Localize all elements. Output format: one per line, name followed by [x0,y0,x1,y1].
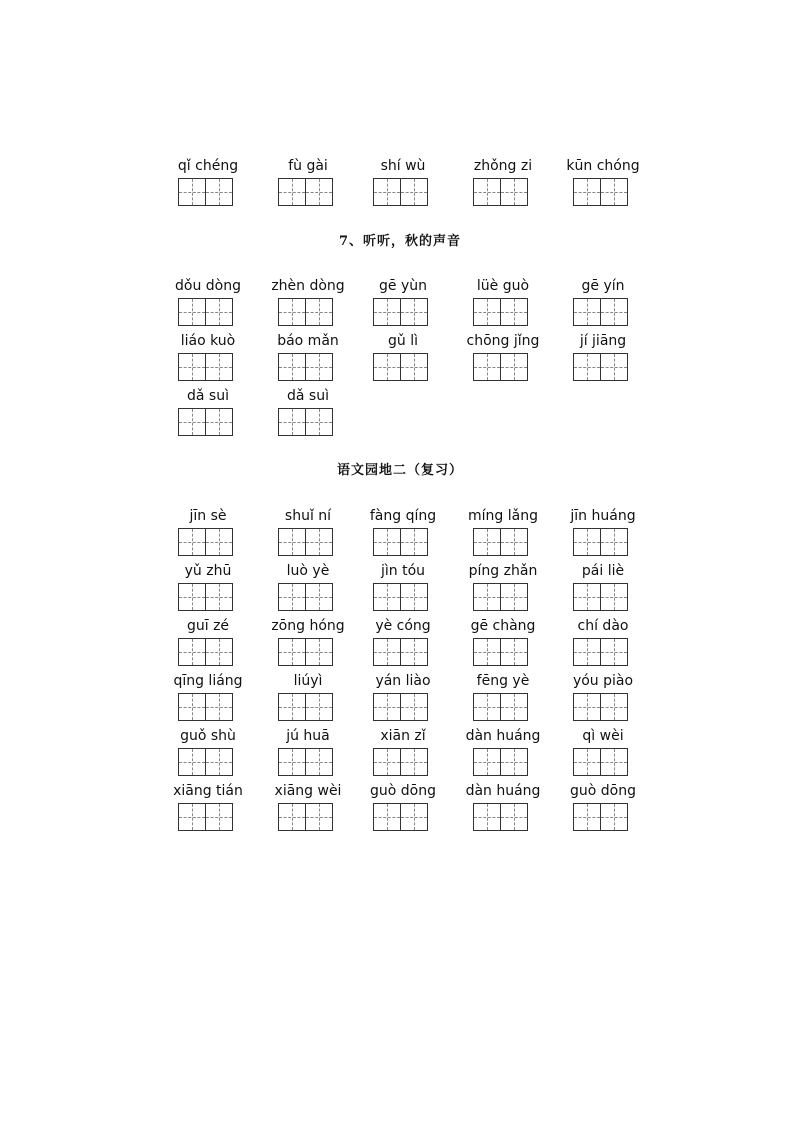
pinyin-item [268,506,348,556]
pinyin-item [268,276,348,326]
tianzige-box [305,528,333,556]
pinyin-item [563,506,643,556]
pinyin-label: yè cóng [375,618,431,634]
writing-boxes [373,638,443,666]
pinyin-item [563,671,643,721]
tianzige-box [573,803,601,831]
pinyin-label: jú huā [286,728,330,744]
pinyin-label: qǐ chéng [177,158,239,174]
writing-boxes [278,803,348,831]
pinyin-label: báo mǎn [277,333,339,349]
pinyin-item [168,386,248,436]
pinyin-label: dàn huáng [465,728,541,744]
pinyin-label: guò dōng [570,783,636,799]
pinyin-item [168,506,248,556]
pinyin-label: dǎ suì [187,388,229,404]
tianzige-box [278,693,306,721]
writing-boxes [278,528,348,556]
writing-boxes [373,803,443,831]
tianzige-box [305,408,333,436]
tianzige-box [473,638,501,666]
pinyin-label: yán liào [375,673,431,689]
tianzige-box [178,298,206,326]
tianzige-box [573,583,601,611]
writing-boxes [573,298,643,326]
pinyin-item [268,671,348,721]
writing-boxes [178,748,248,776]
pinyin-label: dàn huáng [465,783,541,799]
pinyin-item [363,671,443,721]
writing-boxes [473,528,543,556]
tianzige-box [400,748,428,776]
tianzige-box [573,528,601,556]
tianzige-box [400,298,428,326]
pinyin-label: fàng qíng [369,508,437,524]
pinyin-label: jí jiāng [579,333,627,349]
pinyin-label: xiān zǐ [380,728,426,744]
writing-boxes [373,298,443,326]
writing-boxes [473,693,543,721]
pinyin-row [168,156,648,211]
pinyin-item [168,616,248,666]
tianzige-box [373,528,401,556]
writing-boxes [473,353,543,381]
pinyin-item [563,156,643,206]
pinyin-row [168,726,648,781]
writing-boxes [178,408,248,436]
section-review [168,506,648,836]
tianzige-box [278,803,306,831]
tianzige-box [500,178,528,206]
pinyin-row [168,561,648,616]
pinyin-item [168,276,248,326]
pinyin-item [168,331,248,381]
writing-boxes [573,638,643,666]
tianzige-box [500,353,528,381]
pinyin-label: gē yín [581,278,625,294]
pinyin-label: jīn sè [189,508,227,524]
tianzige-box [305,298,333,326]
writing-boxes [473,803,543,831]
pinyin-row [168,616,648,671]
writing-boxes [473,638,543,666]
pinyin-item [268,726,348,776]
tianzige-box [305,353,333,381]
tianzige-box [600,528,628,556]
tianzige-box [600,693,628,721]
tianzige-box [178,803,206,831]
pinyin-label: zhǒng zi [473,158,533,174]
writing-boxes [373,748,443,776]
tianzige-box [278,528,306,556]
tianzige-box [178,353,206,381]
tianzige-box [278,638,306,666]
pinyin-item [463,781,543,831]
tianzige-box [278,583,306,611]
tianzige-box [500,638,528,666]
tianzige-box [573,748,601,776]
tianzige-box [573,298,601,326]
pinyin-row [168,781,648,836]
review-heading: 语文园地二（复习） [336,463,463,478]
tianzige-box [373,178,401,206]
pinyin-item [563,276,643,326]
pinyin-item [363,561,443,611]
tianzige-box [400,803,428,831]
pinyin-item [363,156,443,206]
pinyin-label: xiāng tián [173,783,243,799]
writing-boxes [573,178,643,206]
writing-boxes [278,693,348,721]
writing-boxes [573,803,643,831]
writing-boxes [178,638,248,666]
pinyin-item [168,671,248,721]
pinyin-row [168,671,648,726]
pinyin-row [168,276,648,331]
tianzige-box [500,693,528,721]
writing-boxes [278,748,348,776]
writing-boxes [178,298,248,326]
tianzige-box [305,803,333,831]
writing-boxes [473,178,543,206]
tianzige-box [373,693,401,721]
tianzige-box [473,583,501,611]
tianzige-box [473,353,501,381]
pinyin-item [363,506,443,556]
tianzige-box [205,803,233,831]
tianzige-box [205,583,233,611]
pinyin-label: yóu piào [572,673,634,689]
pinyin-label: liáo kuò [180,333,236,349]
tianzige-box [278,178,306,206]
tianzige-box [305,638,333,666]
pinyin-label: gǔ lì [388,333,418,349]
pinyin-item [463,726,543,776]
pinyin-label: guò dōng [370,783,436,799]
tianzige-box [178,583,206,611]
pinyin-item [563,616,643,666]
tianzige-box [205,353,233,381]
tianzige-box [205,298,233,326]
tianzige-box [600,583,628,611]
tianzige-box [373,298,401,326]
tianzige-box [373,748,401,776]
pinyin-item [563,561,643,611]
writing-boxes [373,178,443,206]
pinyin-label: yǔ zhū [184,563,232,579]
pinyin-label: gē yùn [379,278,427,294]
pinyin-label: shí wù [380,158,426,174]
writing-boxes [473,748,543,776]
pinyin-item [463,671,543,721]
tianzige-box [305,178,333,206]
pinyin-label: míng lǎng [468,508,538,524]
pinyin-label: guǒ shù [180,728,236,744]
tianzige-box [205,408,233,436]
tianzige-box [205,638,233,666]
tianzige-box [573,178,601,206]
pinyin-item [463,276,543,326]
pinyin-label: dǎ suì [287,388,329,404]
tianzige-box [400,353,428,381]
writing-boxes [373,528,443,556]
pinyin-label: chí dào [577,618,629,634]
pinyin-item [268,331,348,381]
writing-boxes [373,583,443,611]
pinyin-label: pái liè [581,563,625,579]
pinyin-item [463,506,543,556]
pinyin-label: liúyì [293,673,323,689]
pinyin-label: chōng jǐng [466,333,540,349]
tianzige-box [473,528,501,556]
tianzige-box [373,638,401,666]
writing-boxes [278,638,348,666]
writing-boxes [373,353,443,381]
writing-boxes [473,298,543,326]
pinyin-item [268,561,348,611]
tianzige-box [500,803,528,831]
tianzige-box [178,693,206,721]
pinyin-label: guī zé [186,618,230,634]
pinyin-label: qīng liáng [173,673,243,689]
tianzige-box [178,528,206,556]
writing-boxes [178,178,248,206]
pinyin-item [463,331,543,381]
tianzige-box [305,748,333,776]
tianzige-box [178,748,206,776]
tianzige-box [278,298,306,326]
tianzige-box [205,528,233,556]
writing-boxes [278,178,348,206]
pinyin-label: gē chàng [470,618,536,634]
writing-boxes [373,693,443,721]
tianzige-box [178,408,206,436]
writing-boxes [178,583,248,611]
pinyin-item [363,331,443,381]
tianzige-box [500,298,528,326]
tianzige-box [400,638,428,666]
pinyin-item [168,561,248,611]
pinyin-item [268,156,348,206]
tianzige-box [500,583,528,611]
writing-boxes [178,353,248,381]
tianzige-box [500,528,528,556]
tianzige-box [473,298,501,326]
writing-boxes [178,693,248,721]
tianzige-box [573,638,601,666]
pinyin-label: zōng hóng [271,618,345,634]
writing-boxes [278,298,348,326]
pinyin-label: píng zhǎn [468,563,538,579]
tianzige-box [373,803,401,831]
tianzige-box [600,803,628,831]
writing-boxes [278,583,348,611]
writing-boxes [278,353,348,381]
pinyin-item [268,781,348,831]
writing-boxes [278,408,348,436]
pinyin-item [168,156,248,206]
pinyin-item [268,386,348,436]
tianzige-box [178,638,206,666]
tianzige-box [473,748,501,776]
writing-boxes [473,583,543,611]
pinyin-item [463,156,543,206]
writing-boxes [178,803,248,831]
tianzige-box [278,353,306,381]
pinyin-label: jìn tóu [380,563,426,579]
pinyin-item [563,726,643,776]
pinyin-item [563,331,643,381]
pinyin-label: kūn chóng [566,158,640,174]
tianzige-box [400,583,428,611]
tianzige-box [600,353,628,381]
pinyin-item [168,726,248,776]
pinyin-label: lüè guò [476,278,530,294]
pinyin-row [168,386,648,441]
writing-boxes [573,353,643,381]
lesson-heading: 7、听听，秋的声音 [338,234,462,249]
tianzige-box [600,748,628,776]
tianzige-box [473,693,501,721]
tianzige-box [600,638,628,666]
tianzige-box [473,178,501,206]
pinyin-label: qì wèi [582,728,624,744]
writing-boxes [178,528,248,556]
pinyin-item [463,616,543,666]
pinyin-item [363,616,443,666]
tianzige-box [278,408,306,436]
tianzige-box [573,353,601,381]
pinyin-item [168,781,248,831]
writing-boxes [573,583,643,611]
writing-boxes [573,528,643,556]
pinyin-label: luò yè [286,563,330,579]
pinyin-label: fù gài [288,158,328,174]
tianzige-box [305,693,333,721]
tianzige-box [400,528,428,556]
pinyin-item [363,726,443,776]
tianzige-box [373,583,401,611]
pinyin-item [563,781,643,831]
writing-boxes [573,693,643,721]
pinyin-label: dǒu dòng [175,278,241,294]
tianzige-box [373,353,401,381]
pinyin-label: fēng yè [476,673,530,689]
tianzige-box [473,803,501,831]
tianzige-box [500,748,528,776]
pinyin-row [168,506,648,561]
writing-boxes [573,748,643,776]
tianzige-box [400,693,428,721]
tianzige-box [205,693,233,721]
tianzige-box [205,178,233,206]
tianzige-box [400,178,428,206]
pinyin-label: jīn huáng [570,508,636,524]
pinyin-item [268,616,348,666]
tianzige-box [600,298,628,326]
section-top [168,156,648,211]
pinyin-label: xiāng wèi [274,783,342,799]
tianzige-box [278,748,306,776]
tianzige-box [573,693,601,721]
pinyin-label: zhèn dòng [271,278,345,294]
section-lesson-7 [168,276,648,441]
tianzige-box [205,748,233,776]
pinyin-item [463,561,543,611]
tianzige-box [305,583,333,611]
tianzige-box [600,178,628,206]
pinyin-item [363,276,443,326]
tianzige-box [178,178,206,206]
pinyin-row [168,331,648,386]
pinyin-label: shuǐ ní [284,508,332,524]
pinyin-item [363,781,443,831]
